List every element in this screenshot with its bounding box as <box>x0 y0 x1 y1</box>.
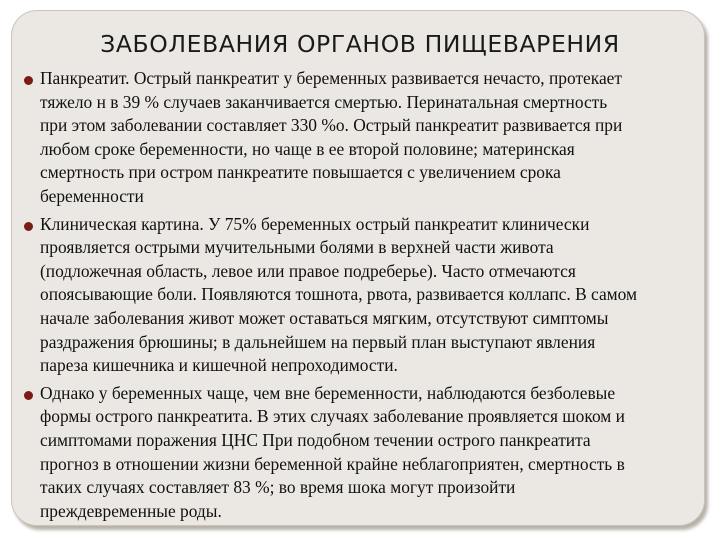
bullet-item-painless-forms <box>22 382 694 524</box>
text-line: Однако у беременных чаще, чем вне беременности, наблюдаются безболевые <box>40 382 616 403</box>
text-line: прогноз в отношении жизни беременной крайне неблагоприятен, смертность в <box>40 453 625 474</box>
bullet-icon <box>24 76 33 85</box>
bullet-item-clinical-picture <box>22 213 694 378</box>
text-line: начале заболевания живот может оставаться мягким, отсутствуют симптомы <box>40 307 609 328</box>
text-line: Панкреатит. Острый панкреатит у беременных развивается нечасто, протекает <box>40 68 622 88</box>
text-line: преждевременные роды. <box>40 500 222 521</box>
text-line: проявляется острыми мучительными болями в верхней части живота <box>40 237 554 258</box>
text-line: таких случаях составляет 83 %; во время шока могут произойти <box>40 477 516 498</box>
slide-title: ЗАБОЛЕВАНИЯ ОРГАНОВ ПИЩЕВАРЕНИЯ <box>100 30 620 58</box>
text-line: пареза кишечника и кишечной непроходимости. <box>40 355 398 376</box>
text-line: (подложечная область, левое или правое подреберье). Часто отмечаются <box>40 260 576 281</box>
bullet-text <box>40 213 694 378</box>
bullet-item-pancreatitis <box>22 67 694 209</box>
bullet-text <box>40 382 694 524</box>
bullet-icon <box>24 391 33 400</box>
text-line: симптомами поражения ЦНС При подобном течении острого панкреатита <box>40 429 591 450</box>
bullet-text <box>40 67 694 209</box>
text-line: любом сроке беременности, но чаще в ее второй половине; материнская <box>40 138 575 159</box>
text-line: раздражения брюшины; в дальнейшем на первый план выступают явления <box>40 331 596 352</box>
bullet-list <box>22 67 694 527</box>
text-line: опоясывающие боли. Появляются тошнота, рвота, развивается коллапс. В самом <box>40 284 638 305</box>
text-line: формы острого панкреатита. В этих случаях заболевание проявляется шоком и <box>40 406 625 427</box>
text-line: при этом заболевании составляет 330 %о. Острый панкреатит развивается при <box>40 115 623 136</box>
text-line: Клиническая картина. У 75% беременных острый панкреатит клинически <box>40 213 590 234</box>
text-line: тяжело н в 39 % случаев заканчивается смертью. Перинатальная смертность <box>40 91 608 112</box>
bullet-icon <box>24 222 33 231</box>
text-line: смертность при остром панкреатите повышается с увеличением срока <box>40 162 561 183</box>
text-line: беременности <box>40 185 144 206</box>
